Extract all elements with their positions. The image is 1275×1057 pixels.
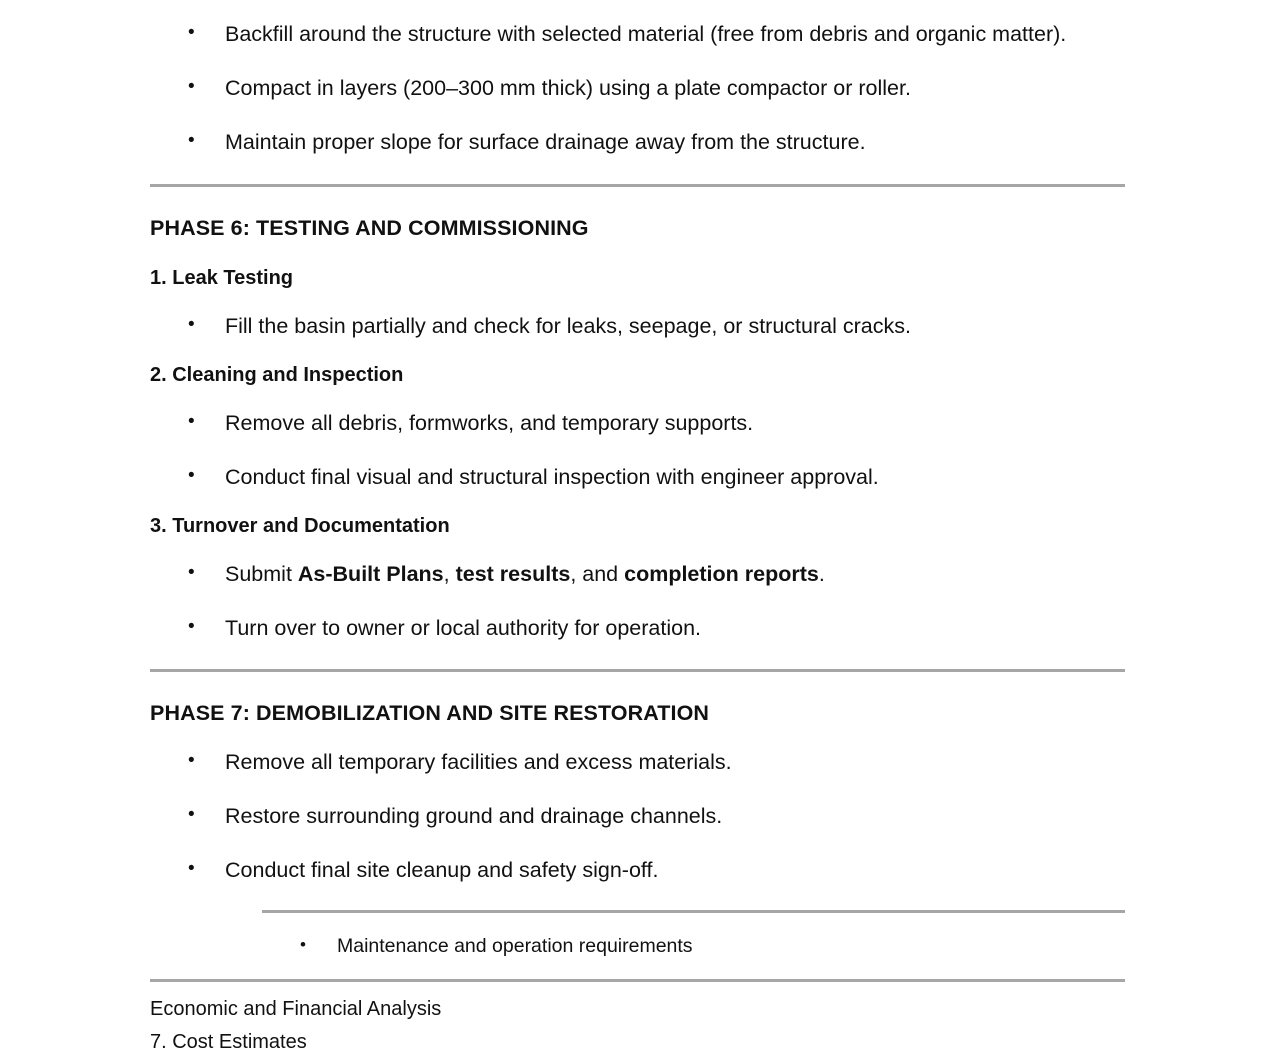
turnover-documentation-bullets	[150, 560, 1125, 643]
list-item-text: Turn over to owner or local authority for operation.	[225, 616, 702, 641]
subsection-heading: 2. Cleaning and Inspection	[150, 364, 404, 387]
text-bold-as-built-plans: As-Built Plans	[297, 562, 444, 587]
bullet-dot-icon: •	[188, 130, 195, 152]
list-item	[150, 463, 1125, 492]
list-item-text: Compact in layers (200–300 mm thick) using a plate compactor or roller.	[225, 76, 911, 101]
list-item-text: Restore surrounding ground and drainage channels.	[225, 804, 723, 829]
top-bullet-list	[150, 0, 1125, 157]
bullet-dot-icon: •	[188, 465, 195, 487]
page-title: PHASE 7: DEMOBILIZATION AND SITE RESTORATION	[150, 701, 710, 726]
maintenance-bullet-list	[262, 933, 1125, 959]
bullet-dot-icon: •	[188, 750, 195, 772]
list-item-text: Backfill around the structure with selected material (free from debris and organic matter).	[225, 22, 1067, 46]
footer-line-cost-estimates: 7. Cost Estimates	[150, 1031, 307, 1054]
list-item-text: Maintain proper slope for surface drainage away from the structure.	[225, 130, 866, 155]
bullet-dot-icon: •	[188, 314, 195, 336]
list-item	[150, 312, 1125, 341]
text-prefix: Submit	[225, 562, 298, 587]
section-divider	[150, 669, 1125, 672]
phase7-bullets	[150, 748, 1125, 885]
list-item	[150, 128, 1125, 157]
bullet-dot-icon: •	[188, 22, 195, 43]
leak-testing-bullets	[150, 312, 1125, 341]
text-bold-test-results: test results	[455, 562, 571, 587]
list-item-text-rich	[225, 562, 825, 586]
list-item-text: Remove all temporary facilities and excess materials.	[225, 750, 732, 775]
list-item-text: Fill the basin partially and check for leaks, seepage, or structural cracks.	[225, 314, 911, 339]
footer-line-economic-analysis: Economic and Financial Analysis	[150, 998, 442, 1021]
bullet-dot-icon: •	[300, 935, 306, 955]
bullet-dot-icon: •	[188, 616, 195, 638]
list-item-text: Conduct final visual and structural inspection with engineer approval.	[225, 465, 879, 490]
text-bold-completion-reports: completion reports	[624, 562, 819, 587]
bullet-dot-icon: •	[188, 804, 195, 826]
bullet-dot-icon: •	[188, 858, 195, 880]
subsection-heading: 1. Leak Testing	[150, 267, 294, 290]
list-item	[150, 20, 1125, 49]
list-item	[150, 560, 1125, 589]
indented-divider	[262, 910, 1125, 913]
list-item-text: Conduct final site cleanup and safety sign-off.	[225, 858, 659, 883]
list-item	[150, 802, 1125, 831]
section-divider	[150, 979, 1125, 982]
section-divider	[150, 184, 1125, 187]
list-item	[150, 74, 1125, 103]
list-item	[150, 409, 1125, 438]
bullet-dot-icon: •	[188, 562, 195, 584]
text-mid1: ,	[443, 562, 456, 587]
list-item	[262, 933, 1125, 959]
text-mid2: , and	[570, 562, 625, 587]
subsection-heading: 3. Turnover and Documentation	[150, 515, 450, 538]
bullet-dot-icon: •	[188, 76, 195, 98]
list-item-text: Remove all debris, formworks, and temporary supports.	[225, 411, 754, 436]
page-title: PHASE 6: TESTING AND COMMISSIONING	[150, 216, 589, 241]
list-item-text: Maintenance and operation requirements	[337, 935, 693, 958]
text-suffix: .	[818, 562, 825, 587]
cleaning-inspection-bullets	[150, 409, 1125, 492]
bullet-dot-icon: •	[188, 411, 195, 433]
list-item	[150, 748, 1125, 777]
list-item	[150, 614, 1125, 643]
list-item	[150, 856, 1125, 885]
